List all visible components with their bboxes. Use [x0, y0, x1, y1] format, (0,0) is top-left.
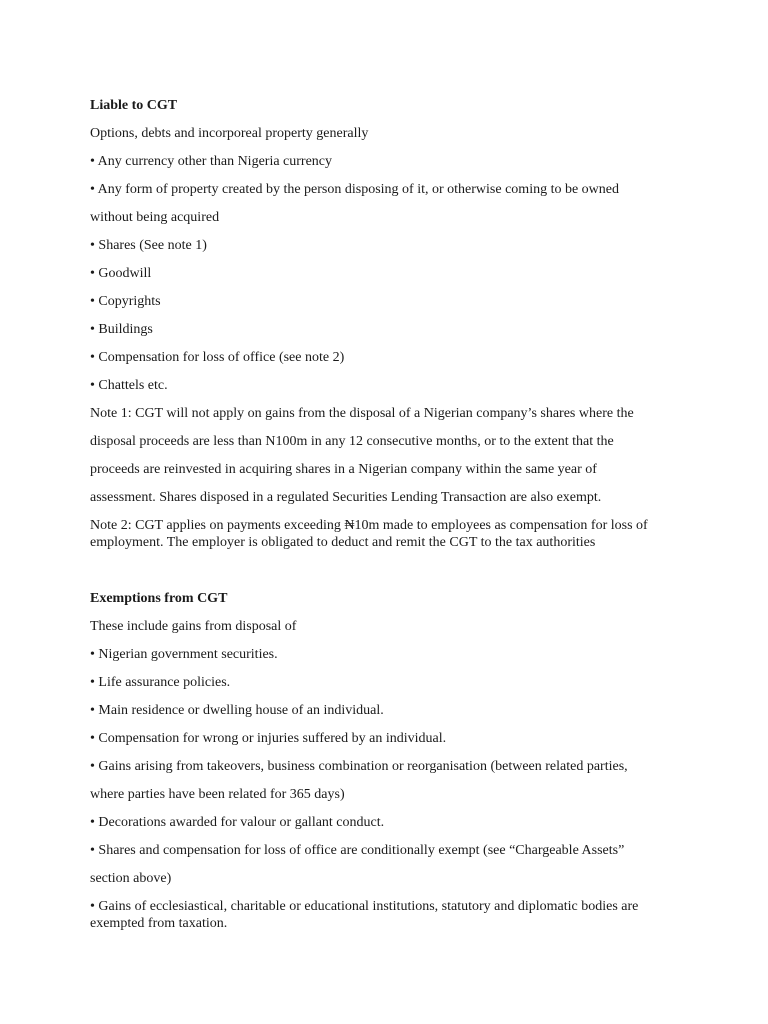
list-item: • Shares (See note 1) [90, 238, 207, 253]
list-item: • Gains of ecclesiastical, charitable or educational institutions, statutory and diplomatic bodies are exempted from taxation. [90, 899, 639, 931]
list-item: • Goodwill [90, 266, 152, 281]
list-item: • Copyrights [90, 294, 161, 309]
section-spacer [90, 557, 658, 585]
list-item: • Nigerian government securities. [90, 647, 278, 662]
section-heading-liable: Liable to CGT [90, 98, 178, 113]
section-intro-exemptions: These include gains from disposal of [90, 619, 297, 634]
list-item: • Any currency other than Nigeria currency [90, 154, 333, 169]
list-item: • Main residence or dwelling house of an individual. [90, 703, 384, 718]
list-item: • Compensation for loss of office (see note 2) [90, 350, 345, 365]
list-item: • Buildings [90, 322, 153, 337]
list-item: • Shares and compensation for loss of office are conditionally exempt (see “Chargeable Assets” section above) [90, 843, 625, 886]
list-item: • Life assurance policies. [90, 675, 231, 690]
list-item: • Chattels etc. [90, 378, 168, 393]
list-item: • Gains arising from takeovers, business combination or reorganisation (between related parties, where parties have been related for 365 days) [90, 759, 628, 802]
section-intro-liable: Options, debts and incorporeal property generally [90, 126, 369, 141]
list-item: • Decorations awarded for valour or gallant conduct. [90, 815, 385, 830]
note-1: Note 1: CGT will not apply on gains from the disposal of a Nigerian company’s shares where the disposal proceeds are less than N100m in any 12 consecutive months, or to the extent that the proceeds are reinvested in acquiring shares in a Nigerian company within the same year of assessment. Shares disposed in a regulated Securities Lending Transaction are also exempt. [90, 406, 634, 505]
note-2: Note 2: CGT applies on payments exceeding ₦10m made to employees as compensation for loss of employment. The employer is obligated to deduct and remit the CGT to the tax authorities [90, 518, 648, 550]
section-heading-exemptions: Exemptions from CGT [90, 591, 228, 606]
list-item: • Compensation for wrong or injuries suffered by an individual. [90, 731, 447, 746]
list-item: • Any form of property created by the person disposing of it, or otherwise coming to be owned without being acquired [90, 182, 620, 225]
